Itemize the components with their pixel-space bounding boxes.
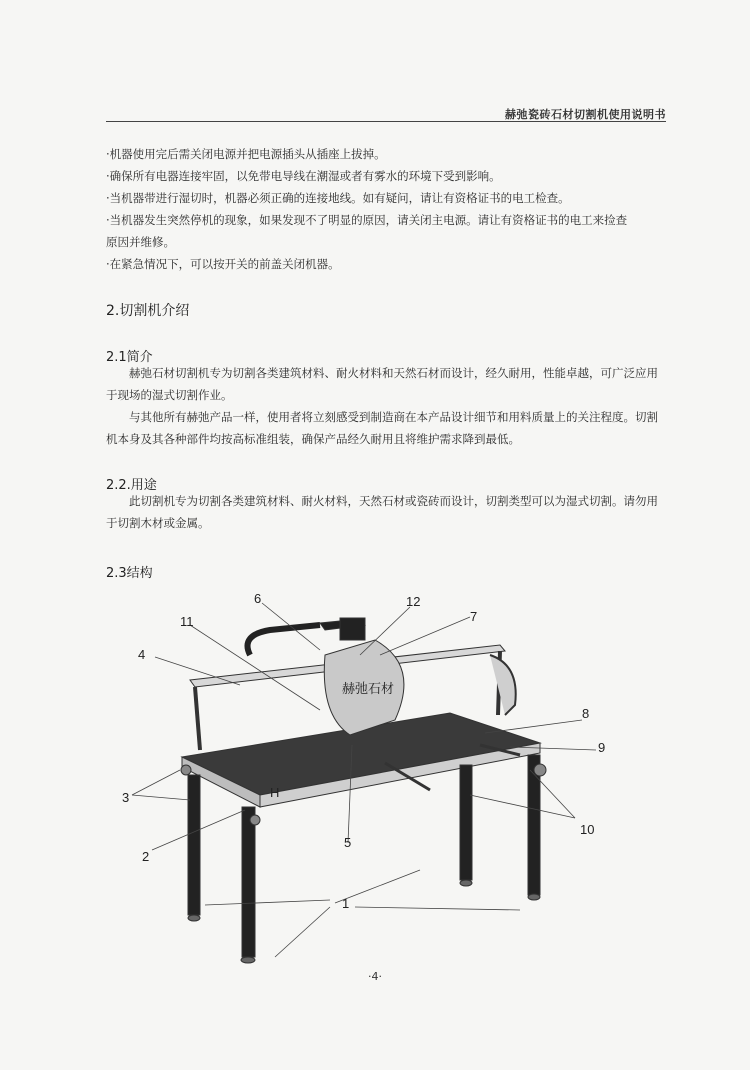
section-2-2-body — [106, 490, 666, 534]
saw-illustration — [181, 618, 546, 963]
table-logo-mark: H — [270, 785, 280, 800]
callout-7: 7 — [470, 609, 478, 624]
header-title: 赫弛瓷砖石材切割机使用说明书 — [505, 108, 666, 121]
callout-4: 4 — [138, 647, 146, 662]
section-heading-2-2: 2.2.用途 — [106, 478, 157, 493]
callout-8: 8 — [582, 706, 590, 721]
paragraph: 与其他所有赫弛产品一样，使用者将立刻感受到制造商在本产品设计细节和用料质量上的关注程度。切割机本身及其各种部件均按高标准组装，确保产品经久耐用且将维护需求降到最低。 — [106, 410, 658, 446]
callout-10: 10 — [580, 822, 595, 837]
section-2-1-body — [106, 362, 666, 450]
bullet-item-continuation: 原因并维修。 — [106, 235, 175, 249]
section-heading-2-1: 2.1简介 — [106, 350, 153, 365]
page-number: ·4· — [368, 970, 382, 983]
section-heading-2: 2.切割机介绍 — [106, 303, 190, 319]
callout-12: 12 — [406, 594, 421, 609]
bullet-item: ·确保所有电器连接牢固，以免带电导线在潮湿或者有雾水的环境下受到影响。 — [106, 169, 501, 183]
callout-1: 1 — [342, 896, 350, 911]
safety-bullet-list — [106, 143, 666, 275]
callout-2: 2 — [142, 849, 150, 864]
paragraph: 此切割机专为切割各类建筑材料、耐火材料，天然石材或瓷砖而设计，切割类型可以为湿式切割。请勿用于切割木材或金属。 — [106, 494, 658, 530]
callout-3: 3 — [122, 790, 130, 805]
paragraph: 赫弛石材切割机专为切割各类建筑材料、耐火材料和天然石材而设计，经久耐用，性能卓越，可广泛应用于现场的湿式切割作业。 — [106, 366, 658, 402]
bullet-item: ·当机器发生突然停机的现象，如果发现不了明显的原因，请关闭主电源。请让有资格证书的电工来捡查 — [106, 213, 628, 227]
bullet-item: ·当机器带进行湿切时，机器必须正确的连接地线。如有疑问，请让有资格证书的电工检查。 — [106, 191, 570, 205]
product-logo-text: 赫弛石材 — [342, 681, 395, 696]
bullet-item: ·机器使用完后需关闭电源并把电源插头从插座上拔掉。 — [106, 147, 386, 161]
callout-6: 6 — [254, 591, 262, 606]
callout-9: 9 — [598, 740, 606, 755]
header-rule — [106, 121, 666, 122]
saw-structure-diagram — [120, 585, 640, 965]
callout-11: 11 — [180, 614, 194, 629]
section-heading-2-3: 2.3结构 — [106, 566, 153, 581]
callout-5: 5 — [344, 835, 352, 850]
bullet-item: ·在紧急情况下，可以按开关的前盖关闭机器。 — [106, 257, 340, 271]
